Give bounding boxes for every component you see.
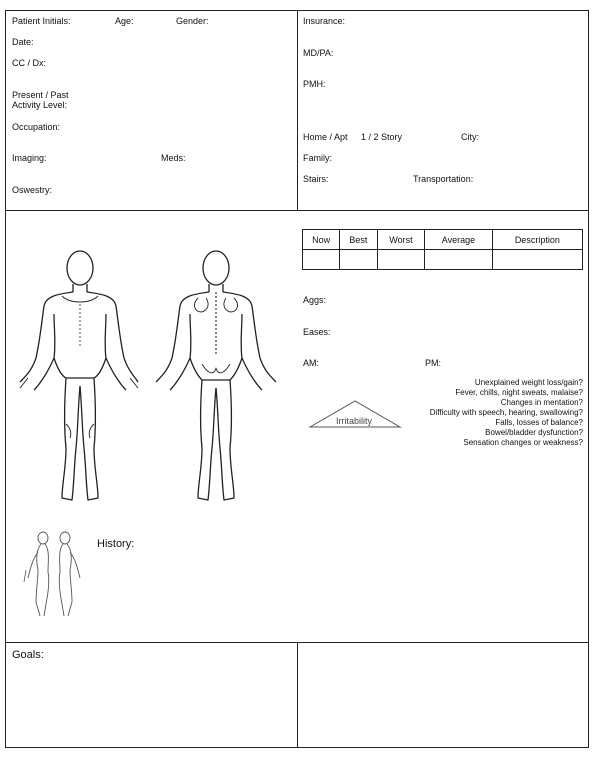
pmh-label: PMH:: [303, 79, 326, 89]
home-apt-label: Home / Apt: [303, 132, 348, 142]
patient-initials-label: Patient Initials:: [12, 16, 71, 26]
history-label: History:: [97, 538, 135, 550]
gender-label: Gender:: [176, 16, 209, 26]
pain-worst-cell[interactable]: [377, 250, 425, 270]
present-past-label: Present / Past: [12, 90, 69, 100]
transportation-label: Transportation:: [413, 174, 474, 184]
goals-box: [5, 642, 298, 748]
pain-best-cell[interactable]: [340, 250, 377, 270]
meds-label: Meds:: [161, 153, 186, 163]
md-pa-label: MD/PA:: [303, 48, 334, 58]
pain-description-cell[interactable]: [492, 250, 582, 270]
red-flag-item: Difficulty with speech, hearing, swallowing?: [429, 408, 583, 417]
am-label: AM:: [303, 358, 320, 368]
oswestry-label: Oswestry:: [12, 185, 53, 195]
red-flag-item: Bowel/bladder dysfunction?: [485, 428, 583, 437]
red-flag-item: Unexplained weight loss/gain?: [474, 378, 583, 387]
pm-label: PM:: [425, 358, 442, 368]
pain-best-header: Best: [340, 230, 377, 250]
story-label: 1 / 2 Story: [361, 132, 403, 142]
pain-worst-header: Worst: [377, 230, 425, 250]
pain-description-header: Description: [492, 230, 582, 250]
red-flag-item: Falls, losses of balance?: [495, 418, 583, 427]
pain-rating-table: [302, 229, 583, 270]
family-label: Family:: [303, 153, 332, 163]
pain-now-cell[interactable]: [303, 250, 340, 270]
city-label: City:: [461, 132, 479, 142]
age-label: Age:: [115, 16, 134, 26]
red-flag-item: Sensation changes or weakness?: [463, 438, 583, 447]
pain-average-header: Average: [425, 230, 492, 250]
insurance-label: Insurance:: [303, 16, 346, 26]
pain-average-cell[interactable]: [425, 250, 492, 270]
red-flag-item: Changes in mentation?: [500, 398, 583, 407]
cc-dx-label: CC / Dx:: [12, 58, 47, 68]
occupation-label: Occupation:: [12, 122, 61, 132]
pain-table-entry-row: [303, 250, 583, 270]
date-label: Date:: [12, 37, 34, 47]
imaging-label: Imaging:: [12, 153, 47, 163]
pain-table-header-row: [303, 230, 583, 250]
activity-level-label: Activity Level:: [12, 100, 68, 110]
aggs-label: Aggs:: [303, 295, 327, 305]
body-side-figures[interactable]: [24, 530, 84, 620]
notes-box: [297, 642, 589, 748]
body-front-figure[interactable]: [18, 248, 138, 508]
goals-label: Goals:: [12, 649, 44, 661]
red-flag-item: Fever, chills, night sweats, malaise?: [455, 388, 583, 397]
body-back-figure[interactable]: [156, 248, 276, 508]
stairs-label: Stairs:: [303, 174, 329, 184]
irritability-label: Irritability: [336, 416, 373, 426]
eases-label: Eases:: [303, 327, 331, 337]
red-flag-list: [430, 378, 583, 448]
pain-now-header: Now: [303, 230, 340, 250]
